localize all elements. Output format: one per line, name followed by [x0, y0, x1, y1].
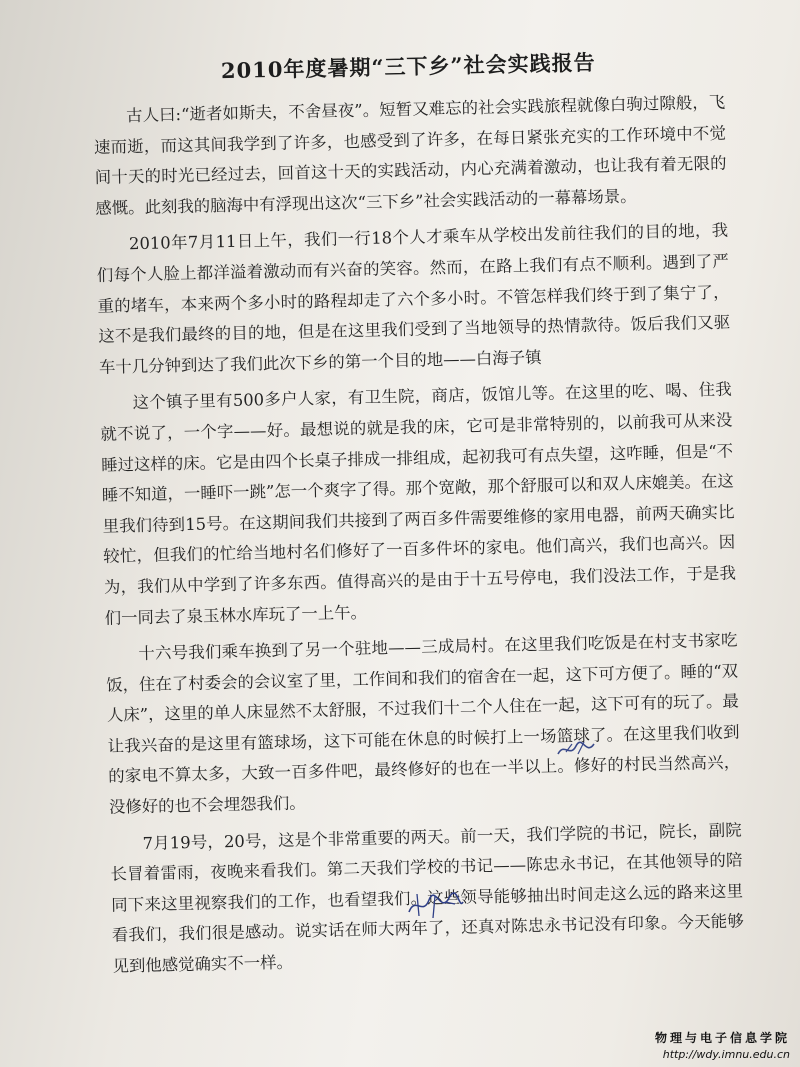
- paragraph-3: 这个镇子里有500多户人家，有卫生院，商店，饭馆儿等。在这里的吃、喝、住我就不说了，一个字——好。最想说的就是我的床，它可是非常特别的，以前我可从来没睡过这样的床。它是由四个长桌子排成一排组成，起初我可有点失望，这咋睡，但是“不睡不知道，一睡吓一跳”怎一个爽字了得。那个宽敞，那个舒服可以和双人床媲美。在这里我们待到15号。在这期间我们共接到了两百多件需要维修的家用电器，前两天确实比较忙，但我们的忙给当地村名们修好了一百多件坏的家电。他们高兴，我们也高兴。因为，我们从中学到了许多东西。值得高兴的是由于十五号停电，我们没法工作，于是我们一同去了泉玉林水库玩了一上午。: [100, 379, 737, 628]
- watermark-url: http://wdy.imnu.edu.cn: [662, 1048, 790, 1061]
- paragraph-5: 7月19号，20号，这是个非常重要的两天。前一天，我们学院的书记，院长，副院长冒着雷雨，夜晚来看我们。第二天我们学校的书记——陈忠永书记，在其他领导的陪同下来这里视察我们的工作，也看望我们。这些领导能够抽出时间走这么远的路来这里看我们，我们很是感动。说实话在师大两年了，还真对陈忠永书记没有印象。今天能够见到他感觉确实不一样。: [110, 820, 744, 976]
- paragraph-2: 2010年7月11日上午，我们一行18个人才乘车从学校出发前往我们的目的地，我们每个人脸上都洋溢着激动而有兴奋的笑容。然而，在路上我们有点不顺利。遇到了严重的堵车，本来两个多小时的路程却走了六个多小时。不管怎样我们终于到了集宁了，这不是我们最终的目的地，但是在这里我们受到了当地领导的热情款待。饭后我们又驱车十几分钟到达了我们此次下乡的第一个目的地——白海子镇: [96, 220, 731, 377]
- pen-mark-icon: [556, 738, 596, 760]
- handwritten-signature-icon: [405, 890, 465, 920]
- site-watermark: [655, 1029, 790, 1061]
- paragraph-4: 十六号我们乘车换到了另一个驻地——三成局村。在这里我们吃饭是在村支书家吃饭，住在了村委会的会议室了里，工作间和我们的宿舍在一起，这下可方便了。睡的“双人床”，这里的单人床显然不太舒服，不过我们十二个人住在一起，这下可有的玩了。最让我兴奋的是这里有篮球场，这下可能在休息的时候打上一场篮球了。在这里我们收到的家电不算太多，大致一百多件吧，最终修好的也在一半以上。修好的村民当然高兴，没修好的也不会埋怨我们。: [106, 630, 741, 817]
- document-title: 2010年度暑期“三下乡”社会实践报告: [220, 49, 596, 84]
- paragraph-1: 古人曰:“逝者如斯夫，不舍昼夜”。短暂又难忘的社会实践旅程就像白驹过隙般，飞速而逝，而这其间我学到了许多，也感受到了许多，在每日紧张充实的工作环境中不觉间十天的时光已经过去，回首这十天的实践活动，内心充满着激动，也让我有着无限的感慨。此刻我的脑海中有浮现出这次“三下乡”社会实践活动的一幕幕场景。: [93, 92, 727, 218]
- watermark-name: 物理与电子信息学院: [654, 1031, 790, 1045]
- report-body: [92, 44, 745, 989]
